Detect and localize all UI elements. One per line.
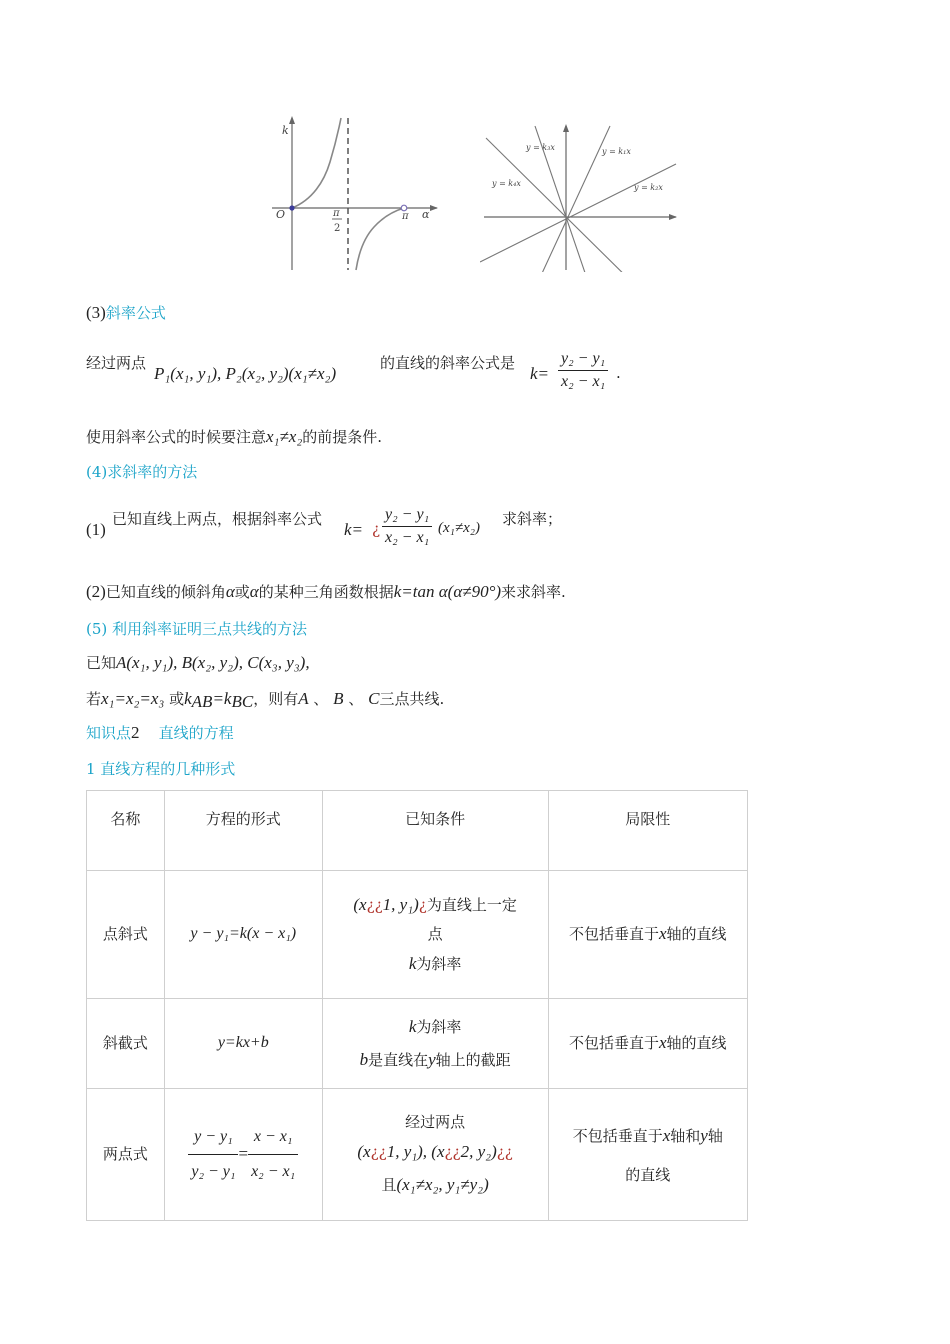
section-4-heading: (4)求斜率的方法: [86, 463, 198, 481]
pi-label: π: [402, 211, 409, 222]
header-limitation: 局限性: [548, 791, 747, 871]
lines-through-origin-graph: [480, 120, 680, 272]
tangent-graph: [262, 112, 442, 274]
row-condition: k为斜率 b是直线在y轴上的截距: [322, 999, 548, 1089]
pi-half-numerator: π: [333, 208, 340, 219]
row-equation: y=kx+b: [164, 999, 322, 1089]
alpha-axis-label: α: [422, 208, 430, 221]
row-limitation: 不包括垂直于x轴的直线: [548, 871, 747, 999]
row-condition: 经过两点 (x¿¿1, y₁), (x¿¿2, y₂)¿¿ 且(x₁≠x₂, y₁≠y₂): [322, 1089, 548, 1221]
row-name: 点斜式: [87, 871, 165, 999]
row-name: 斜截式: [87, 999, 165, 1089]
table-row: [87, 999, 748, 1089]
section-3-heading: (3)斜率公式: [86, 303, 166, 322]
pi-half-denominator: 2: [334, 223, 341, 234]
table-header-row: [87, 791, 748, 871]
knowledge-point-2: 知识点2 直线的方程: [86, 723, 234, 742]
table-row: [87, 1089, 748, 1221]
line-label-k4: y = k₄x: [492, 179, 521, 188]
row-limitation: 不包括垂直于x轴和y轴 的直线: [548, 1089, 747, 1221]
method-2: (2)已知直线的倾斜角α或α的某种三角函数根据k=tan α(α≠90°)来求斜率.: [86, 582, 566, 601]
row-name: 两点式: [87, 1089, 165, 1221]
header-condition: 已知条件: [322, 791, 548, 871]
row-equation: y − y₁=k(x − x₁): [164, 871, 322, 999]
subsection-1-heading: 1 直线方程的几种形式: [86, 760, 236, 778]
line-label-k2: y = k₂x: [634, 183, 663, 192]
line-label-k3: y = k₃x: [526, 143, 555, 152]
section-5-heading: (5) 利用斜率证明三点共线的方法: [86, 620, 308, 638]
line-label-k1: y = k₁x: [602, 147, 631, 156]
k-axis-label: k: [282, 124, 289, 137]
collinear-condition: 若x₁=x₂=x₃ 或$k_{AB}=k_{BC}$，则有A 、 B 、 C三点共线.: [86, 689, 445, 711]
header-name: 名称: [87, 791, 165, 871]
origin-label: O: [276, 208, 286, 221]
slope-formula-paragraph: 经过两点 P₁(x₁, y₁), P₂(x₂, y₂)(x₁≠x₂) 的直线的斜率公式是 k= $\frac{\text{y₂ − y₁}}{\text{x₂ − x₁}}$ .: [86, 350, 621, 390]
collinear-given: 已知A(x₁, y₁), B(x₂, y₂), C(x₃, y₃),: [86, 653, 310, 672]
row-limitation: 不包括垂直于x轴的直线: [548, 999, 747, 1089]
table-row: [87, 871, 748, 999]
condition-note: 使用斜率公式的时候要注意x₁≠x₂的前提条件.: [86, 427, 383, 446]
row-equation: $\frac{\text{y − y₁}}{\text{y₂ − y₁}}$ = $\frac{\text{x − x₁}}{\text{x₂ − x₁}}$: [164, 1089, 322, 1221]
row-condition: (x¿¿1, y₁)¿为直线上一定 点 k为斜率: [322, 871, 548, 999]
method-1: (1) 已知直线上两点，根据斜率公式 k= ¿ $\frac{\text{y₂ − y₁}}{\text{x₂ − x₁}}$ (x₁≠x₂) 求斜率；: [86, 506, 563, 546]
header-equation: 方程的形式: [164, 791, 322, 871]
line-equation-forms-table: [86, 790, 748, 1221]
